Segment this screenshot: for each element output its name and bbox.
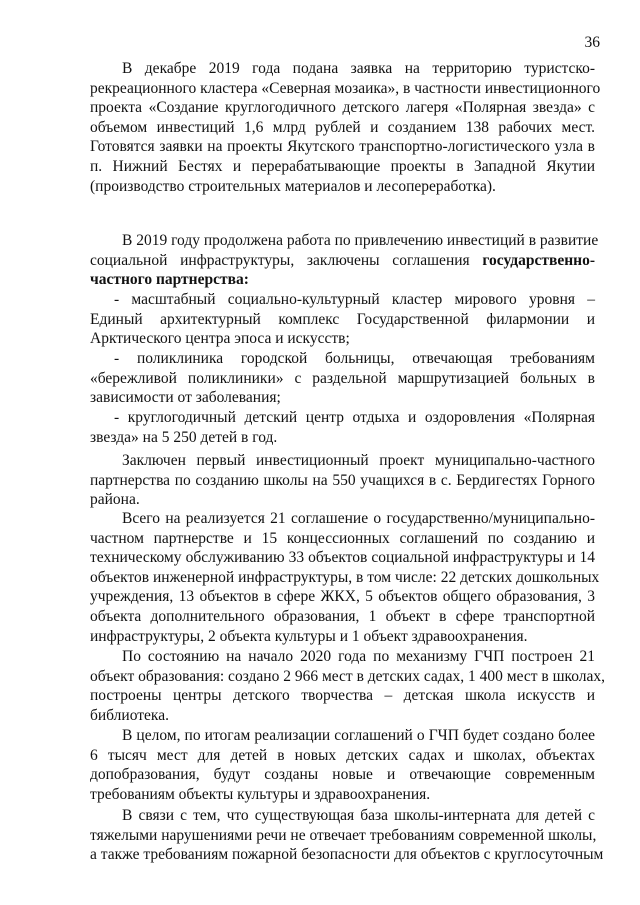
text-line: рекреационного кластера «Северная мозаика», в частности инвестиционного bbox=[90, 79, 601, 97]
text-line: библиотека. bbox=[90, 706, 169, 724]
text-line: техническому обслуживанию 33 объектов социальной инфраструктуры и 14 bbox=[90, 549, 595, 567]
text-line: «бережливой поликлиники» с раздельной маршрутизацией больных в bbox=[90, 369, 595, 387]
text-line bbox=[90, 251, 595, 271]
text-line: Готовятся заявки на проекты Якутского транспортно-логистического узла в bbox=[90, 138, 595, 156]
text-line: зависимости от заболевания; bbox=[90, 389, 281, 407]
text-line: требованиям объекты культуры и здравоохранения. bbox=[90, 785, 431, 803]
text-line: частном партнерстве и 15 концессионных соглашений по созданию и bbox=[90, 529, 595, 547]
paragraph-ppp-status-2020 bbox=[90, 647, 606, 725]
text-line: 6 тысяч мест для детей в новых детских садах и школах, объектах bbox=[90, 746, 595, 764]
text-line: объемом инвестиций 1,6 млрд рублей и созданием 138 рабочих мест. bbox=[90, 118, 595, 136]
text-line: Всего на реализуется 21 соглашение о государственно/муниципально- bbox=[122, 510, 595, 527]
text-line: Арктического центра эпоса и искусств; bbox=[90, 330, 350, 348]
paragraph-investment-applications bbox=[90, 59, 601, 196]
text-line: Единый архитектурный комплекс Государственной филармонии и bbox=[90, 310, 595, 328]
page-number: 36 bbox=[584, 34, 600, 51]
text-line: объекта дополнительного образования, 1 объект в сфере транспортной bbox=[90, 607, 595, 625]
text-line: п. Нижний Бестях и перерабатывающие проекты в Западной Якутии bbox=[90, 157, 595, 175]
text-line: района. bbox=[90, 491, 140, 509]
text-line: объектов инженерной инфраструктуры, в том числе: 22 детских дошкольных bbox=[90, 568, 600, 586]
list-item-polyclinic bbox=[90, 349, 595, 408]
bold-term-continued: частного партнерства: bbox=[90, 271, 249, 289]
text-line: а также требованиям пожарной безопасности для объектов с круглосуточным bbox=[90, 846, 604, 864]
text-line: - круглогодичный детский центр отдыха и оздоровления «Полярная bbox=[114, 409, 595, 426]
bold-term: государственно- bbox=[482, 251, 595, 269]
list-item-childrens-center bbox=[90, 408, 595, 447]
text-line: тяжелыми нарушениями речи не отвечает требованиям современной школы, bbox=[90, 826, 597, 844]
text-line: допобразования, будут созданы новые и отвечающие современным bbox=[90, 766, 595, 784]
paragraph-municipal-partnership bbox=[90, 451, 595, 510]
text-line: партнерства по созданию школы на 550 учащихся в с. Бердигестях Горного bbox=[90, 471, 595, 489]
text-line: инфраструктуры, 2 объекта культуры и 1 объект здравоохранения. bbox=[90, 627, 528, 645]
text-line: (производство строительных материалов и лесопереработка). bbox=[90, 177, 496, 195]
text-line: - масштабный социально-культурный кластер мирового уровня – bbox=[114, 291, 595, 308]
paragraph-ppp-results bbox=[90, 726, 595, 804]
text-line: В 2019 году продолжена работа по привлечению инвестиций в развитие bbox=[122, 232, 599, 249]
text-line: - поликлиника городской больницы, отвечающая требованиям bbox=[114, 350, 595, 367]
paragraph-boarding-school bbox=[90, 806, 604, 865]
text-line: В целом, по итогам реализации соглашений о ГЧП будет создано более bbox=[122, 727, 595, 744]
text-run: социальной инфраструктуры, заключены соглашения bbox=[90, 251, 483, 269]
text-line: учреждения, 13 объектов в сфере ЖКХ, 5 объектов общего образования, 3 bbox=[90, 588, 595, 606]
text-line: звезда» на 5 250 детей в год. bbox=[90, 428, 278, 446]
text-line: В декабре 2019 года подана заявка на территорию туристско- bbox=[122, 60, 595, 77]
text-line: объект образования: создано 2 966 мест в детских садах, 1 400 мест в школах, bbox=[90, 667, 606, 685]
text-line: По состоянию на начало 2020 года по механизму ГЧП построен 21 bbox=[122, 648, 595, 665]
paragraph-social-infrastructure bbox=[90, 231, 599, 290]
text-line: построены центры детского творчества – детская школа искусств и bbox=[90, 687, 595, 705]
list-item-cultural-cluster bbox=[90, 290, 595, 349]
text-line: проекта «Создание круглогодичного детского лагеря «Полярная звезда» с bbox=[90, 99, 595, 117]
text-line: В связи с тем, что существующая база школы-интерната для детей с bbox=[122, 807, 595, 824]
text-line: Заключен первый инвестиционный проект муниципально-частного bbox=[122, 452, 595, 469]
paragraph-agreements-total bbox=[90, 509, 600, 646]
